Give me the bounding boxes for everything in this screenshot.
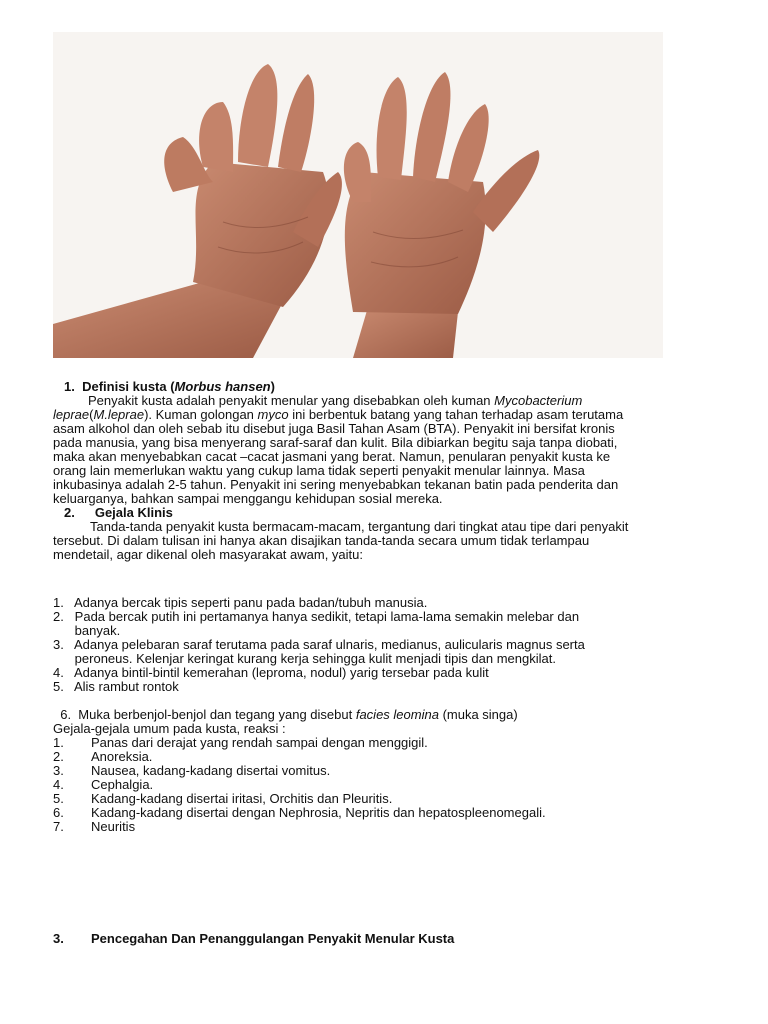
section-2-heading (64, 506, 173, 520)
leprosy-hands-photo (53, 32, 663, 358)
paragraph-line: maka akan menyebabkan cacat –cacat jasmani yang berat. Namun, penularan penyakit kusta ke (53, 449, 611, 464)
list-number: 7. (53, 819, 64, 834)
list-item: peroneus. Kelenjar keringat kurang kerja sehingga kulit menjadi tipis dan mengkilat. (53, 651, 556, 666)
list-item: banyak. (53, 623, 121, 638)
list-item: 2. Pada bercak putih ini pertamanya hanya sedikit, tetapi lama-lama semakin melebar dan (53, 609, 580, 624)
list-item: 3. Adanya pelebaran saraf terutama pada saraf ulnaris, medianus, aulicularis magnus serta (53, 637, 585, 652)
general-symptoms-intro: Gejala-gejala umum pada kusta, reaksi : (53, 721, 286, 736)
list-text: Cephalgia. (91, 777, 154, 792)
paragraph-line: pada manusia, yang bisa menyerang saraf-saraf dan kulit. Bila dibiarkan begitu saja tanpa diobati, (53, 435, 618, 450)
section-3-title: Pencegahan Dan Penanggulangan Penyakit Menular Kusta (91, 931, 455, 946)
list-item: 1. Adanya bercak tipis seperti panu pada badan/tubuh manusia. (53, 595, 428, 610)
text-run: ini berbentuk batang yang tahan terhadap asam terutama (288, 407, 624, 422)
paragraph-line: orang lain memerlukan waktu yang cukup lama tidak seperti penyakit menular lainnya. Masa (53, 463, 585, 478)
list-item: 5. Alis rambut rontok (53, 679, 179, 694)
paragraph-line (88, 394, 582, 408)
list-item (53, 750, 152, 764)
list-text: Anoreksia. (91, 749, 153, 764)
list-item: 4. Adanya bintil-bintil kemerahan (leproma, nodul) yarig tersebar pada kulit (53, 665, 489, 680)
section-3-heading (53, 932, 454, 946)
text-run-italic: leprae (53, 407, 90, 422)
paragraph-line: tersebut. Di dalam tulisan ini hanya akan disajikan tanda-tanda secara umum tidak terlampau (53, 533, 590, 548)
list-item (53, 778, 153, 792)
section-1-title: Definisi kusta ( (82, 379, 175, 394)
paragraph-line: keluarganya, bahkan sampai menggangu kehidupan sosial mereka. (53, 491, 443, 506)
list-text: Panas dari derajat yang rendah sampai dengan menggigil. (91, 735, 428, 750)
text-run: (muka singa) (438, 707, 518, 722)
section-2-number: 2. (64, 505, 75, 520)
list-number: 5. (53, 791, 64, 806)
text-run: ( (89, 407, 94, 422)
text-run-italic: Mycobacterium (494, 393, 583, 408)
list-text: Nausea, kadang-kadang disertai vomitus. (91, 763, 331, 778)
text-run-italic: M.leprae (93, 407, 145, 422)
text-run: 6. Muka berbenjol-benjol dan tegang yang disebut (60, 707, 356, 722)
list-number: 4. (53, 777, 64, 792)
list-item (53, 806, 546, 820)
section-1-title-italic: Morbus hansen (174, 379, 271, 394)
text-run: ). Kuman golongan (144, 407, 258, 422)
list-item (53, 764, 330, 778)
list-number: 6. (53, 805, 64, 820)
list-number: 2. (53, 749, 64, 764)
section-1-number: 1. (64, 379, 75, 394)
paragraph-line (53, 408, 623, 422)
paragraph-line: Tanda-tanda penyakit kusta bermacam-macam, tergantung dari tingkat atau tipe dari penyakit (90, 519, 629, 534)
list-item (53, 792, 392, 806)
text-run-italic: myco (257, 407, 289, 422)
list-text: Kadang-kadang disertai iritasi, Orchitis dan Pleuritis. (91, 791, 393, 806)
list-text: Kadang-kadang disertai dengan Nephrosia, Nepritis dan hepatospleenomegali. (91, 805, 546, 820)
text-run-italic: facies leomina (355, 707, 439, 722)
section-3-number: 3. (53, 931, 64, 946)
list-item (53, 694, 518, 722)
list-number: 3. (53, 763, 64, 778)
text-run: Penyakit kusta adalah penyakit menular yang disebabkan oleh kuman (88, 393, 495, 408)
section-1-heading (64, 380, 275, 394)
list-number: 1. (53, 735, 64, 750)
paragraph-line: inkubasinya adalah 2-5 tahun. Penyakit ini sering menyebabkan tekanan batin pada penderita dan (53, 477, 619, 492)
section-1-title-close: ) (270, 379, 275, 394)
list-item (53, 820, 135, 834)
paragraph-line: asam alkohol dan oleh sebab itu disebut juga Basil Tahan Asam (BTA). Penyakit ini bersifat kronis (53, 421, 615, 436)
list-text: Neuritis (91, 819, 136, 834)
paragraph-line: mendetail, agar dikenal oleh masyarakat awam, yaitu: (53, 547, 363, 562)
section-2-title: Gejala Klinis (94, 505, 173, 520)
list-item (53, 736, 428, 750)
